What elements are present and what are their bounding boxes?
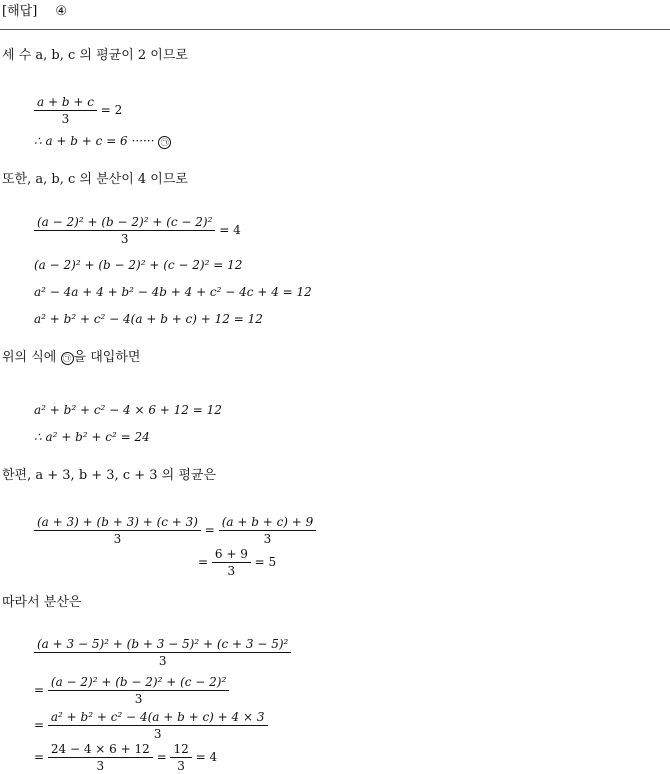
equals-sign: = [204, 523, 215, 537]
fraction [212, 546, 251, 579]
text-line-mean: 세 수 a, b, c 의 평균이 2 이므로 [2, 48, 188, 63]
equals-sign: = [34, 718, 45, 732]
denominator: 3 [158, 654, 167, 668]
text-pre: 위의 식에 [2, 350, 57, 365]
equals-sign: = [34, 683, 45, 697]
fraction [48, 741, 153, 774]
numerator: 24 − 4 × 6 + 12 [48, 741, 153, 758]
equation-step-13 [34, 709, 268, 742]
text-line-therefore: 따라서 분산은 [2, 595, 82, 610]
equation-mean [34, 94, 122, 127]
equation-line-8: ∴ a² + b² + c² = 24 [34, 430, 150, 444]
equation-line-5: a² − 4a + 4 + b² − 4b + 4 + c² − 4c + 4 = 12 [34, 285, 312, 299]
equals-sign: = [156, 750, 167, 764]
denominator: 3 [134, 692, 143, 706]
answer-header [2, 0, 81, 19]
circled-marker-icon: ㉠ [158, 136, 171, 149]
numerator: a + b + c [34, 94, 97, 111]
fraction [34, 514, 201, 547]
fraction [219, 514, 317, 547]
numerator: 12 [170, 741, 191, 758]
equation-new-variance [34, 636, 291, 669]
equation-new-mean [34, 514, 316, 547]
denominator: 3 [177, 759, 185, 773]
fraction [48, 674, 229, 707]
equation-line-6: a² + b² + c² − 4(a + b + c) + 12 = 12 [34, 312, 263, 326]
numerator: (a + b + c) + 9 [219, 514, 317, 531]
equation-variance [34, 214, 241, 247]
divider [0, 29, 670, 30]
denominator: 3 [120, 232, 129, 246]
numerator: (a + 3) + (b + 3) + (c + 3) [34, 514, 201, 531]
denominator: 3 [61, 112, 70, 126]
text-line-substitute [2, 346, 140, 365]
numerator: a² + b² + c² − 4(a + b + c) + 4 × 3 [48, 709, 268, 726]
equation-step-14 [34, 741, 217, 774]
circled-marker-icon: ㉠ [61, 352, 74, 365]
equation-sum [34, 134, 171, 149]
equals-sign: = [34, 750, 45, 764]
fraction [48, 709, 268, 742]
equation-rhs: = 4 [195, 750, 218, 764]
equation-line-7: a² + b² + c² − 4 × 6 + 12 = 12 [34, 403, 222, 417]
text-line-variance: 또한, a, b, c 의 분산이 4 이므로 [2, 172, 188, 187]
text-line-new-mean: 한편, a + 3, b + 3, c + 3 의 평균은 [2, 468, 217, 483]
equation-new-mean-result [198, 546, 276, 579]
denominator: 3 [96, 759, 105, 773]
equals-sign: = [198, 555, 209, 569]
text-post: 을 대입하면 [73, 350, 141, 365]
denominator: 3 [113, 532, 122, 546]
fraction [34, 214, 215, 247]
fraction [34, 94, 97, 127]
denominator: 3 [263, 532, 272, 546]
denominator: 3 [153, 727, 162, 741]
equation-rhs: = 4 [219, 223, 241, 237]
equation-line-4: (a − 2)² + (b − 2)² + (c − 2)² = 12 [34, 258, 243, 272]
numerator: 6 + 9 [212, 546, 251, 563]
numerator: (a − 2)² + (b − 2)² + (c − 2)² [48, 674, 229, 691]
answer-choice: ④ [55, 4, 68, 19]
fraction [170, 741, 191, 774]
numerator: (a + 3 − 5)² + (b + 3 − 5)² + (c + 3 − 5)² [34, 636, 291, 653]
equation-rhs: = 2 [100, 103, 123, 117]
answer-label: [해답] [2, 4, 38, 19]
denominator: 3 [227, 564, 236, 578]
equation-rhs: = 5 [254, 555, 277, 569]
equation-step-12 [34, 674, 229, 707]
equation-text: ∴ a + b + c = 6 ······ [34, 134, 155, 148]
numerator: (a − 2)² + (b − 2)² + (c − 2)² [34, 214, 215, 231]
fraction [34, 636, 291, 669]
